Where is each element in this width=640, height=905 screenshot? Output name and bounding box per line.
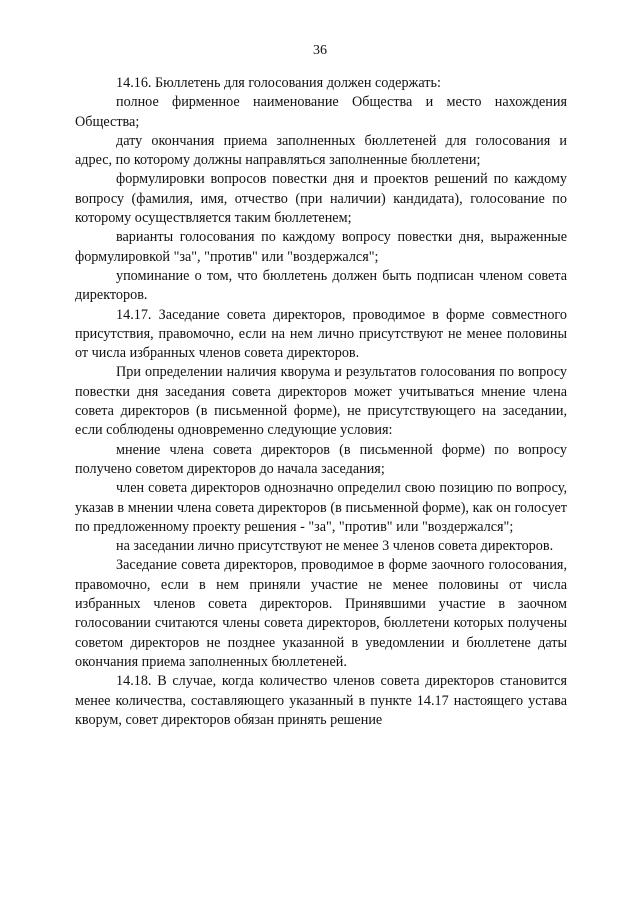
paragraph-written-opinion: При определении наличия кворума и результатов голосования по вопросу повестки дня заседания совета директоров может учитываться мнение члена совета директоров (в письменной форме), не присутствующего на заседании, если соблюдены одновременно следующие условия: [75,364,567,439]
paragraph-deadline-address: дату окончания приема заполненных бюллетеней для голосования и адрес, по которому должны направляться заполненные бюллетени; [75,132,567,169]
paragraph-14-18: 14.18. В случае, когда количество членов совета директоров становится менее количества, составляющего указанный в пункте 14.17 настоящего устава кворум, совет директоров обязан принять решение [75,673,567,728]
paragraph-14-16-heading: 14.16. Бюллетень для голосования должен содержать: [116,75,441,91]
paragraph-condition-received: мнение члена совета директоров (в письменной форме) по вопросу получено советом директоров до начала заседания; [75,441,567,477]
paragraph-14-17-quorum: 14.17. Заседание совета директоров, проводимое в форме совместного присутствия, правомочно, если на нем лично присутствуют не менее половины от числа избранных членов совета директоров. [75,306,567,362]
paragraph-condition-position: член совета директоров однозначно определил свою позицию по вопросу, указав в мнении члена совета директоров (в письменной форме), как он голосует по предложенному проекту решения - "за", "против" или "воздержался"; [75,480,567,535]
paragraph-voting-options: варианты голосования по каждому вопросу повестки дня, выраженные формулировкой "за", "против" или "воздержался"; [75,229,567,265]
document-body [75,74,567,730]
paragraph-absentee-voting: Заседание совета директоров, проводимое в форме заочного голосования, правомочно, если в нем приняли участие не менее половины от числа избранных членов совета директоров. Принявшими участие в заочном голосовании считаются члены совета директоров, бюллетени которых получены советом директоров не позднее указанной в уведомлении и бюллетене даты окончания приема заполненных бюллетеней. [75,557,567,670]
paragraph-company-name: полное фирменное наименование Общества и место нахождения Общества; [75,94,567,130]
paragraph-condition-attendance: на заседании лично присутствуют не менее 3 членов совета директоров. [116,538,554,555]
paragraph-signature-note: упоминание о том, что бюллетень должен быть подписан членом совета директоров. [75,267,567,304]
paragraph-question-wording: формулировки вопросов повестки дня и проектов решений по каждому вопросу (фамилия, имя, отчество (при наличии) кандидата), голосование по которому осуществляется таким бюллетенем; [75,171,567,227]
page-number: 36 [313,43,327,58]
